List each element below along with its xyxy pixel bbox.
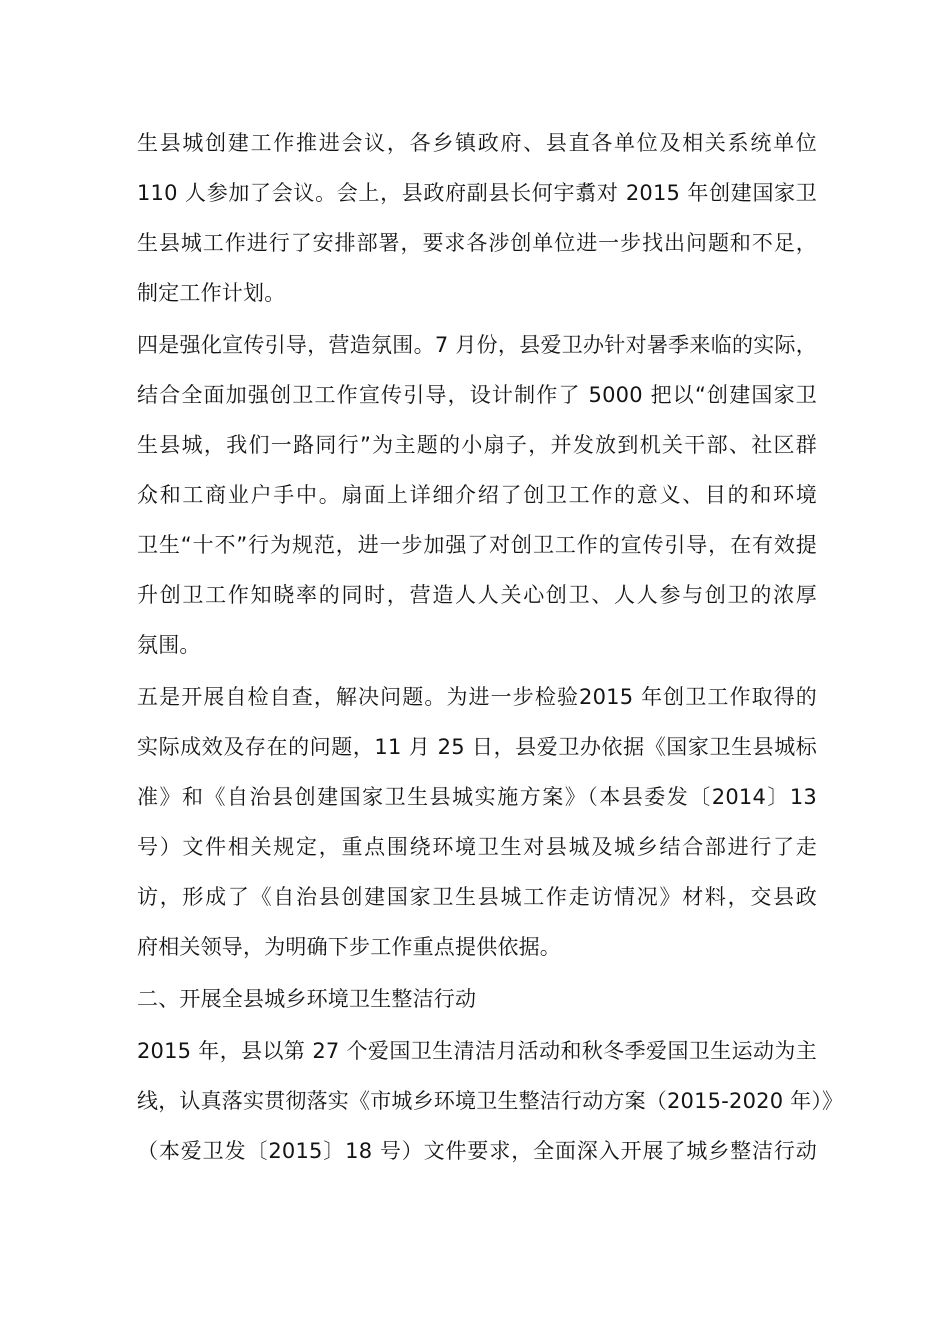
text-line: （本爱卫发〔2015〕18 号）文件要求，全面深入开展了城乡整洁行动 — [137, 1139, 817, 1163]
text-line: 众和工商业户手中。扇面上详细介绍了创卫工作的意义、目的和环境 — [137, 483, 817, 507]
text-line: 卫生“十不”行为规范，进一步加强了对创卫工作的宣传引导，在有效提 — [137, 533, 817, 557]
text-line: 实际成效及存在的问题，11 月 25 日，县爱卫办依据《国家卫生县城标 — [137, 735, 817, 759]
text-line: 制定工作计划。 — [137, 281, 286, 305]
text-line: 110 人参加了会议。会上，县政府副县长何宇翥对 2015 年创建国家卫 — [137, 181, 817, 205]
text-line: 2015 年，县以第 27 个爱国卫生清洁月活动和秋冬季爱国卫生运动为主 — [137, 1039, 817, 1063]
text-line: 四是强化宣传引导，营造氛围。7 月份，县爱卫办针对暑季来临的实际， — [137, 333, 817, 357]
text-line: 生县城创建工作推进会议，各乡镇政府、县直各单位及相关系统单位 — [137, 131, 817, 155]
text-line: 线，认真落实贯彻落实《市城乡环境卫生整洁行动方案（2015-2020 年）》 — [137, 1089, 844, 1113]
text-line: 府相关领导，为明确下步工作重点提供依据。 — [137, 935, 561, 959]
text-line: 访，形成了《自治县创建国家卫生县城工作走访情况》材料，交县政 — [137, 885, 817, 909]
text-line: 结合全面加强创卫工作宣传引导，设计制作了 5000 把以“创建国家卫 — [137, 383, 817, 407]
text-line: 升创卫工作知晓率的同时，营造人人关心创卫、人人参与创卫的浓厚 — [137, 583, 817, 607]
text-line: 五是开展自检自查，解决问题。为进一步检验2015 年创卫工作取得的 — [137, 685, 817, 709]
text-line: 氛围。 — [137, 633, 201, 657]
text-line: 号）文件相关规定，重点围绕环境卫生对县城及城乡结合部进行了走 — [137, 835, 817, 859]
text-line: 准》和《自治县创建国家卫生县城实施方案》（本县委发〔2014〕13 — [137, 785, 817, 809]
text-line: 生县城，我们一路同行”为主题的小扇子，并发放到机关干部、社区群 — [137, 433, 817, 457]
text-line: 生县城工作进行了安排部署，要求各涉创单位进一步找出问题和不足， — [137, 231, 817, 255]
section-heading: 二、开展全县城乡环境卫生整洁行动 — [137, 987, 477, 1011]
document-body — [137, 118, 844, 1176]
